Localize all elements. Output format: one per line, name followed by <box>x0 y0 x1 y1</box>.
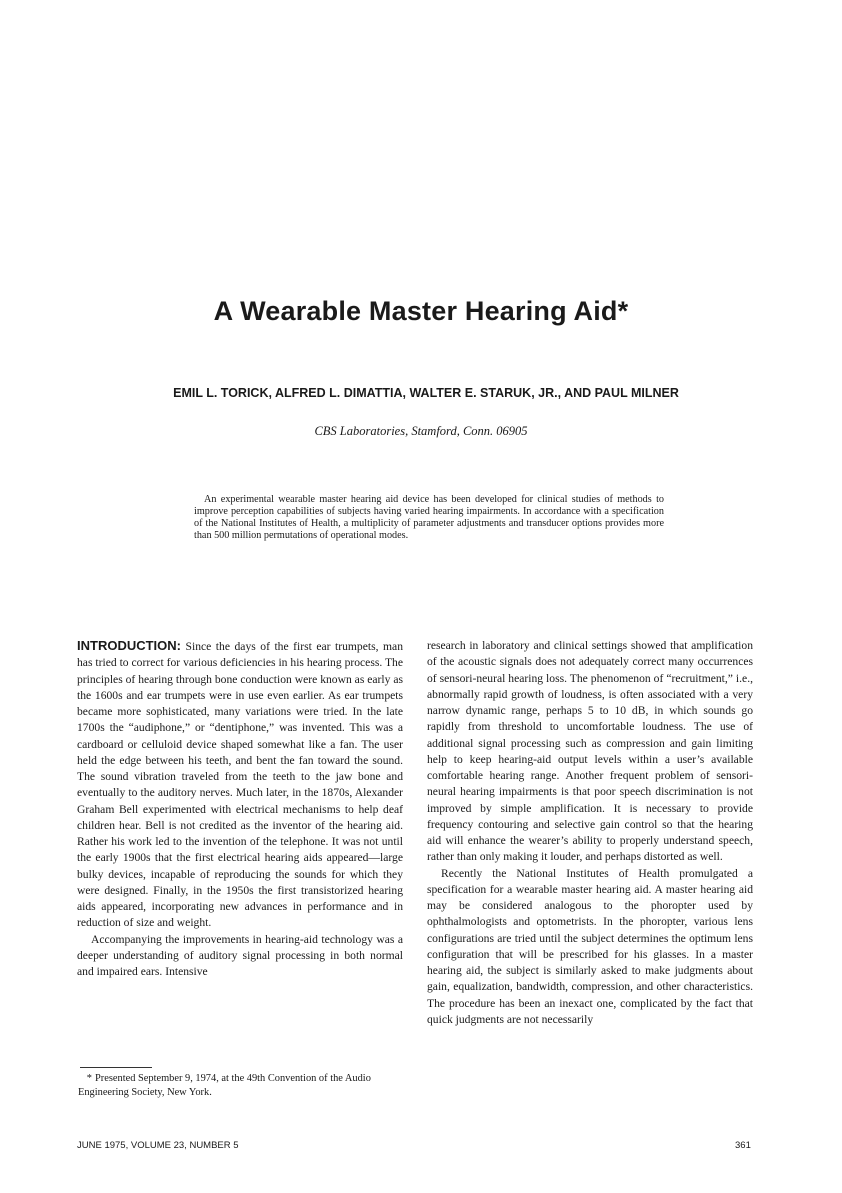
body-paragraph: Recently the National Institutes of Health promulgated a specification for a wearable master hearing aid. A master hearing aid may be considered analogous to the phoropter used by ophthalmologists and optometrists. In the phoropter, various lens configurations are tried until the subject determines the optimum lens configuration that will be prescribed for his glasses. In a master hearing aid, the subject is similarly asked to make judgments about gain, equalization, bandwidth, compression, and other characteristics. The procedure has been an inexact one, complicated by the fact that quick judgments are not necessarily <box>427 866 753 1026</box>
author-list: EMIL L. TORICK, ALFRED L. DIMATTIA, WALTER E. STARUK, JR., AND PAUL MILNER <box>173 386 679 400</box>
journal-issue-footer: JUNE 1975, VOLUME 23, NUMBER 5 <box>77 1140 239 1151</box>
footnote-mark: * <box>86 1073 92 1084</box>
section-heading-introduction: INTRODUCTION: <box>77 638 181 653</box>
body-column-right <box>427 638 753 1028</box>
body-column-left <box>77 638 403 980</box>
page-number: 361 <box>735 1140 751 1151</box>
footnote-text: Presented September 9, 1974, at the 49th Convention of the Audio Engineering Society, New York. <box>78 1073 371 1098</box>
abstract: An experimental wearable master hearing aid device has been developed for clinical studies of methods to improve perception capabilities of subjects having varied hearing impairments. In accordance with a specification of the National Institutes of Health, a multiplicity of parameter adjustments and transducer options provides more than 500 million permutations of operational modes. <box>194 494 664 542</box>
footnote-rule <box>80 1067 152 1068</box>
body-paragraph: Accompanying the improvements in hearing-aid technology was a deeper understanding of auditory signal processing in both normal and impaired ears. Intensive <box>77 932 403 978</box>
introduction-text: Since the days of the first ear trumpets, man has tried to correct for various deficiencies in his hearing process. The principles of hearing through bone conduction were known as early as the 1600s and ear trumpets were in use even earlier. As ear trumpets became more sophisticated, many variations were tried. In the late 1700s the “audiphone,” or “dentiphone,” was invented. This was a cardboard or celluloid device shaped somewhat like a fan. The user held the edge between his teeth, and bent the fan toward the sound. The sound vibration traveled from the teeth to the jaw bone and eventually to the auditory nerves. Much later, in the 1870s, Alexander Graham Bell experimented with electrical mechanisms to help deaf children hear. Bell is not credited as the inventor of the hearing aid. Rather his work led to the invention of the telephone. It was not until the early 1900s that the first electrical hearing aids appeared—large bulky devices, incapable of reproducing the sounds for which they were designed. Finally, in the 1950s the first transistorized hearing aids appeared, incorporating new advances in performance and in reduction of size and weight. <box>77 640 403 930</box>
paper-title: A Wearable Master Hearing Aid* <box>213 296 629 326</box>
body-paragraph: research in laboratory and clinical settings showed that amplification of the acoustic signals does not adequately correct many occurrences of sensori-neural hearing loss. The phenomenon of “recruitment,” i.e., abnormally rapid growth of loudness, is often associated with a very narrow dynamic range, perhaps 5 to 10 dB, in which sounds go rapidly from threshold to uncomfortable loudness. The use of additional signal processing such as compression and gain limiting help to keep hearing-aid output levels within a user’s available comfortable hearing range. Another frequent problem of sensori-neural hearing impairments is that poor speech discrimination is not improved by simple amplification. It is necessary to provide frequency contouring and selective gain control so that the hearing aid will enhance the wearer’s ability to properly understand speech, rather than only making it louder, and perhaps distorted as well. <box>427 639 753 864</box>
introduction-paragraph <box>77 638 403 932</box>
affiliation: CBS Laboratories, Stamford, Conn. 06905 <box>314 424 528 438</box>
footnote <box>78 1072 408 1099</box>
